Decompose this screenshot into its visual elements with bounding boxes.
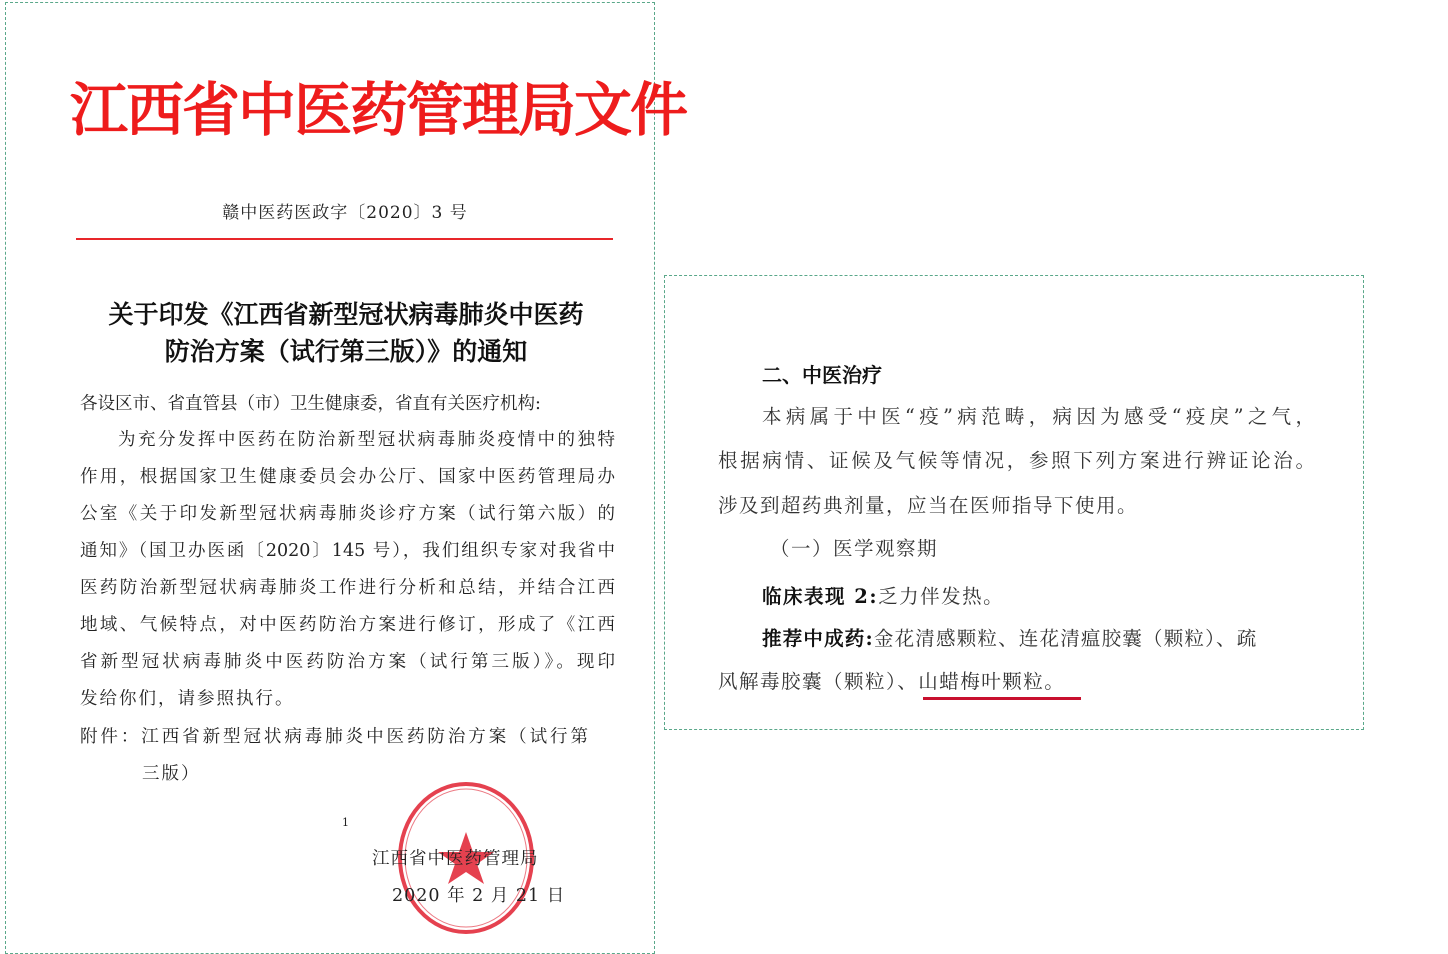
red-underline-highlight — [923, 697, 1081, 700]
signature-date: 2020 年 2 月 21 日 — [392, 886, 566, 906]
notice-heading-line-2: 防治方案（试行第三版）》的通知 — [164, 337, 528, 366]
body-line: 省新型冠状病毒肺炎中医药防治方案（试行第三版）》。现印 — [80, 652, 615, 672]
attachment-line: 三版） — [142, 764, 201, 784]
page-number: 1 — [342, 816, 349, 829]
body-line: 地域、气候特点，对中医药防治方案进行修订，形成了《江西 — [80, 615, 615, 635]
highlighted-medicine: 山蜡梅叶颗粒。 — [918, 670, 1066, 693]
signature-organization: 江西省中医药管理局 — [372, 849, 539, 869]
recommend-label: 推荐中成药: — [762, 627, 874, 650]
clinical-text: 乏力伴发热。 — [878, 585, 1005, 608]
recommend-text: 金花清感颗粒、连花清瘟胶囊（颗粒）、疏 — [873, 627, 1258, 650]
attachment-line: 附件：江西省新型冠状病毒肺炎中医药防治方案（试行第 — [80, 727, 588, 747]
clinical-label: 临床表现 2: — [762, 585, 879, 608]
body-line: 发给你们，请参照执行。 — [80, 689, 295, 709]
paragraph-line: 根据病情、证候及气候等情况，参照下列方案进行辨证论治。 — [718, 449, 1315, 472]
document-number: 赣中医药医政字〔2020〕3 号 — [222, 203, 468, 223]
clinical-line — [762, 583, 1359, 611]
section-heading: 二、中医治疗 — [762, 363, 882, 387]
body-line: 公室《关于印发新型冠状病毒肺炎诊疗方案（试行第六版）的 — [80, 504, 615, 524]
body-line: 各设区市、省直管县（市）卫生健康委，省直有关医疗机构: — [80, 394, 541, 414]
subheading: （一）医学观察期 — [770, 537, 939, 560]
paragraph-line: 涉及到超药典剂量，应当在医师指导下使用。 — [718, 494, 1139, 517]
body-line: 通知》（国卫办医函〔2020〕145 号），我们组织专家对我省中 — [80, 541, 615, 561]
recommend-text-plain: 风解毒胶囊（颗粒）、 — [718, 670, 919, 693]
red-divider — [76, 238, 613, 240]
body-line: 作用，根据国家卫生健康委员会办公厅、国家中医药管理局办 — [80, 467, 615, 487]
body-line: 医药防治新型冠状病毒肺炎工作进行分析和总结，并结合江西 — [80, 578, 615, 598]
paragraph-line: 本病属于中医“疫”病范畴，病因为感受“疫戾”之气， — [762, 405, 1315, 428]
body-line: 为充分发挥中医药在防治新型冠状病毒肺炎疫情中的独特 — [118, 430, 615, 450]
recommend-line — [762, 625, 1302, 653]
notice-heading-line-1: 关于印发《江西省新型冠状病毒肺炎中医药 — [108, 300, 584, 329]
document-title: 江西省中医药管理局文件 — [70, 76, 687, 144]
recommend-line-2 — [718, 668, 1315, 696]
